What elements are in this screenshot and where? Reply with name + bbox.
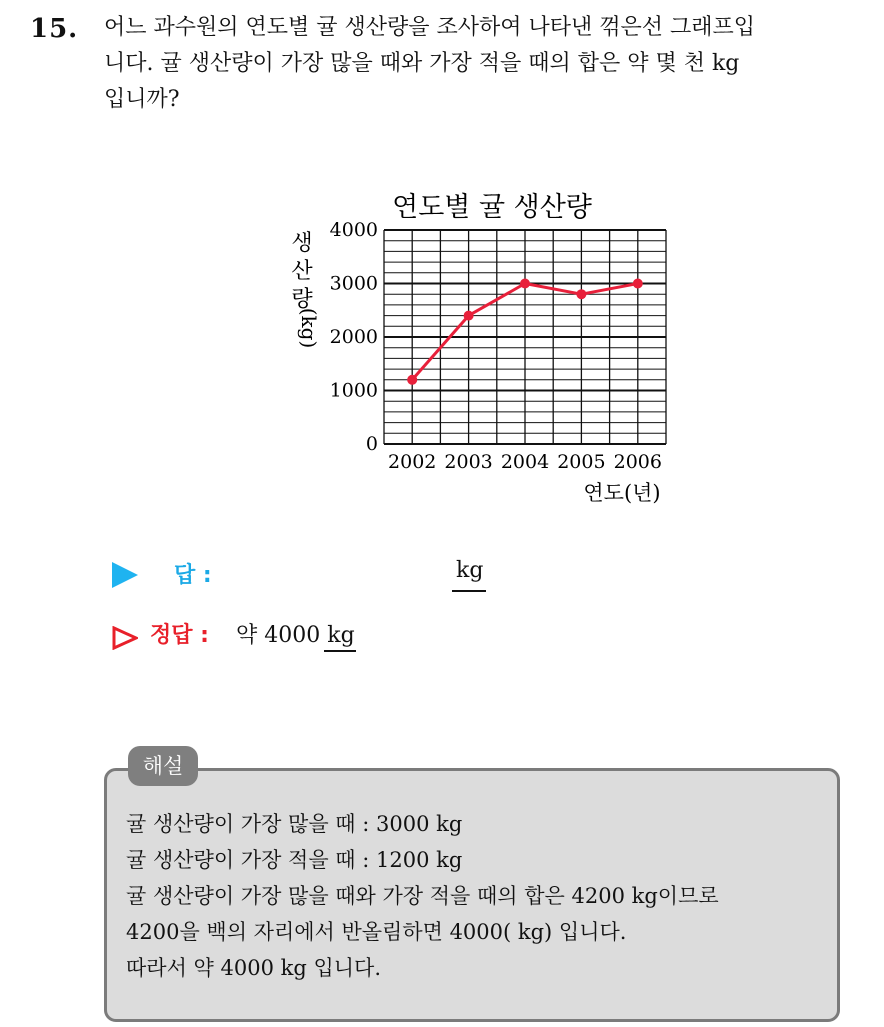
y-axis-label-char: 산: [291, 259, 313, 284]
answer-label: 답 :: [174, 563, 212, 588]
explanation-line: 귤 생산량이 가장 많을 때와 가장 적을 때의 합은 4200 kg이므로: [126, 884, 719, 908]
y-axis-label-char: 생: [291, 231, 313, 256]
explanation-line: 귤 생산량이 가장 많을 때 : 3000 kg: [126, 812, 463, 836]
correct-answer-number: 약 4000: [236, 623, 321, 648]
correct-answer-underline: [324, 650, 356, 652]
data-point: [407, 375, 417, 385]
y-axis-ticks: [330, 219, 378, 455]
answer-row: [108, 556, 508, 596]
x-tick-label: 2004: [500, 451, 550, 473]
y-tick-label: 1000: [329, 379, 378, 402]
explanation-line: 4200을 백의 자리에서 반올림하면 4000( kg) 입니다.: [126, 920, 627, 944]
question-line: 입니까?: [104, 87, 180, 112]
outlined-triangle-icon: [112, 626, 138, 650]
explanation-tab: 해설: [128, 746, 198, 786]
question-number: 15.: [30, 14, 79, 44]
x-tick-label: 2006: [613, 451, 662, 473]
question-line: 니다. 귤 생산량이 가장 많을 때와 가장 적을 때의 합은 약 몇 천 kg: [104, 51, 740, 76]
explanation-line: 귤 생산량이 가장 적을 때 : 1200 kg: [126, 848, 463, 872]
correct-answer-row: [108, 616, 508, 656]
y-axis-label: [291, 231, 321, 348]
y-tick-label: 0: [365, 433, 378, 455]
correct-answer-label: 정답 :: [150, 623, 209, 648]
y-tick-label: 3000: [329, 272, 378, 295]
y-axis-label-char: 량: [291, 287, 313, 312]
correct-answer-value: [236, 618, 355, 649]
data-point: [633, 279, 643, 289]
data-point: [576, 289, 586, 299]
question-line: 어느 과수원의 연도별 귤 생산량을 조사하여 나타낸 꺾은선 그래프입: [104, 15, 756, 40]
x-axis-ticks: [388, 451, 662, 473]
y-axis-label-unit: (kg): [297, 307, 321, 349]
line-chart: [270, 178, 690, 518]
x-tick-label: 2005: [557, 451, 606, 473]
chart-title: 연도별 귤 생산량: [392, 192, 592, 223]
question-text: [104, 10, 864, 118]
data-point: [464, 311, 474, 321]
answer-blank-line[interactable]: [452, 590, 486, 592]
correct-answer-unit: kg: [327, 623, 355, 648]
x-axis-label: 연도(년): [583, 481, 661, 505]
x-tick-label: 2003: [444, 451, 493, 473]
y-tick-label: 2000: [329, 326, 378, 348]
data-point: [520, 279, 530, 289]
play-triangle-icon: [112, 562, 138, 588]
answer-unit: kg: [456, 558, 484, 583]
x-tick-label: 2002: [388, 451, 437, 473]
explanation-line: 따라서 약 4000 kg 입니다.: [126, 956, 381, 980]
explanation-text: [126, 806, 826, 986]
y-tick-label: 4000: [329, 219, 378, 241]
chart-grid: [384, 230, 666, 444]
